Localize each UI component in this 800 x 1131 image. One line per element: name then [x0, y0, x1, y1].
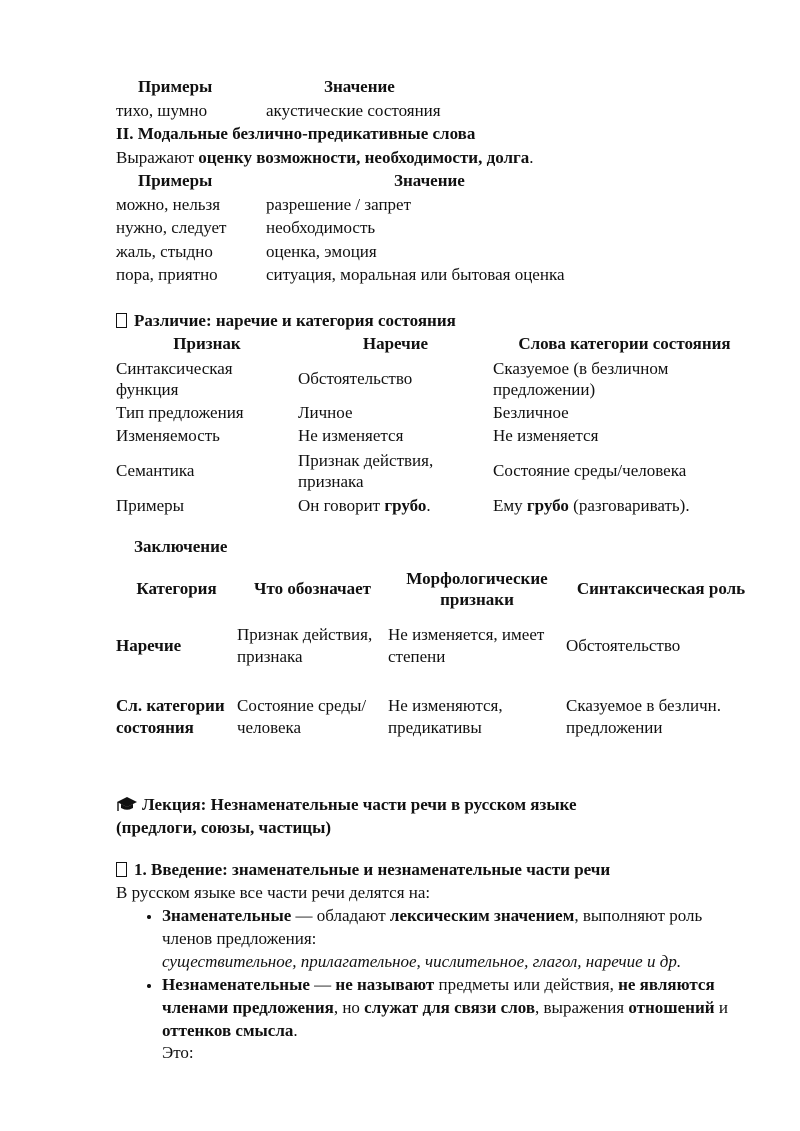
table-cell: Наречие [116, 635, 182, 655]
text: . [529, 147, 534, 167]
bold-text: оттенков смысла [162, 1020, 294, 1040]
bold-text: отношений [628, 997, 715, 1017]
heading-text: 1. Введение: знаменательные и незнаменательные части речи [134, 859, 611, 879]
table-header: Морфологические признаки [406, 568, 548, 609]
table-header: Признак [173, 334, 241, 354]
text: (разговаривать). [568, 495, 690, 515]
table-row [116, 100, 441, 124]
examples-table-1 [116, 76, 441, 123]
bold-text: не называют [335, 974, 435, 994]
table-row [116, 241, 565, 265]
table-cell: Обстоятельство [298, 368, 413, 388]
text: — [309, 974, 336, 994]
conclusion-heading: Заключение [134, 537, 228, 556]
text: предметы или действия, [434, 974, 619, 994]
document-page [116, 76, 756, 1065]
bold-text: оценку возможности, необходимости, долга [198, 147, 530, 167]
table-cell [493, 494, 756, 518]
graduation-cap-icon [116, 796, 138, 812]
text: , выражения [535, 997, 629, 1017]
table-header: Наречие [362, 334, 429, 354]
text: — обладают [291, 905, 390, 925]
bold-text: лексическим значением [389, 905, 575, 925]
heading-text: Различие: наречие и категория состояния [134, 310, 456, 330]
text: . [293, 1020, 298, 1040]
text: Ему [493, 495, 527, 515]
bold-text: грубо [526, 495, 569, 515]
bold-text: Незнаменательные [162, 974, 310, 994]
table-row [116, 217, 565, 241]
text: Это: [162, 1043, 194, 1063]
table-cell: Личное [298, 403, 353, 423]
table-cell: ситуация, моральная или бытовая оценка [266, 265, 565, 285]
table-cell: Не изменяется [298, 426, 404, 446]
table-cell: разрешение / запрет [266, 194, 412, 214]
difference-table [116, 333, 756, 518]
table-header: Примеры [138, 77, 213, 97]
table-cell: Семантика [116, 460, 195, 480]
table-cell: Синтаксическая функция [116, 359, 233, 399]
list-item [162, 905, 756, 974]
table-row [116, 681, 756, 753]
table-row [116, 448, 756, 494]
table-cell: Обстоятельство [566, 635, 681, 655]
intro-text: В русском языке все части речи делятся на: [116, 882, 431, 902]
difference-heading [116, 310, 756, 334]
table-cell: Безличное [493, 403, 569, 423]
table-cell: жаль, стыдно [116, 241, 213, 261]
italic-examples: существительное, прилагательное, числительное, глагол, наречие и др. [162, 951, 682, 971]
table-row [116, 194, 565, 218]
table-cell: Тип предложения [116, 403, 244, 423]
table-header: Примеры [138, 171, 213, 191]
table-cell: Изменяемость [116, 426, 220, 446]
examples-table-2 [116, 170, 565, 288]
table-cell: пора, приятно [116, 265, 218, 285]
text: и [714, 997, 728, 1017]
table-cell: Сл. категории состояния [116, 695, 225, 737]
bold-text: служат для связи слов [364, 997, 536, 1017]
section-heading: II. Модальные безлично-предикативные слова [116, 124, 476, 143]
table-row [116, 356, 756, 402]
table-cell: Не изменяется [493, 426, 599, 446]
table-cell: Состояние среды/человека [237, 695, 367, 737]
table-row [116, 611, 756, 681]
lecture-heading [116, 793, 656, 839]
table-row [116, 402, 756, 425]
table-header: Категория [136, 579, 217, 599]
table-cell: Не изменяются, предикативы [388, 695, 503, 737]
intro-heading [116, 859, 756, 882]
table-header: Слова категории состояния [518, 334, 731, 354]
table-cell: Признак действия, признака [298, 451, 434, 491]
text: , но [333, 997, 365, 1017]
table-cell: Признак действия, признака [237, 624, 373, 666]
text: Он говорит [298, 495, 385, 515]
table-cell: нужно, следует [116, 218, 227, 238]
list-item [162, 974, 756, 1066]
bold-text: не являются членами предложения [162, 974, 715, 1017]
table-cell: оценка, эмоция [266, 241, 377, 261]
table-cell: можно, нельзя [116, 194, 221, 214]
table-header: Что обозначает [253, 579, 372, 599]
table-header: Синтаксическая роль [576, 579, 746, 599]
missing-glyph-icon [116, 862, 127, 877]
table-cell: Сказуемое в безличн. предложении [566, 695, 721, 737]
table-header: Значение [394, 171, 465, 191]
text: , выполняют роль членов предложения: [162, 905, 703, 948]
text: Выражают [116, 147, 199, 167]
table-row [116, 425, 756, 448]
lecture-title: Лекция: Незнаменательные части речи в русском языке (предлоги, союзы, частицы) [116, 794, 577, 837]
table-cell: необходимость [266, 218, 376, 238]
table-row [116, 264, 565, 288]
text: . [426, 495, 431, 515]
parts-of-speech-list [116, 905, 756, 1066]
conclusion-table [116, 567, 756, 753]
table-cell: Сказуемое (в безличном предложении) [493, 359, 669, 399]
bold-text: Знаменательные [162, 905, 292, 925]
missing-glyph-icon [116, 313, 127, 328]
table-cell: Примеры [116, 495, 185, 515]
table-cell: акустические состояния [266, 100, 441, 120]
table-cell [298, 494, 493, 518]
table-cell: тихо, шумно [116, 100, 208, 120]
table-row [116, 494, 756, 518]
table-header: Значение [324, 77, 395, 97]
section-intro [116, 147, 756, 171]
bold-text: грубо [384, 495, 427, 515]
table-cell: Не изменяется, имеет степени [388, 624, 545, 666]
table-cell: Состояние среды/человека [493, 460, 687, 480]
